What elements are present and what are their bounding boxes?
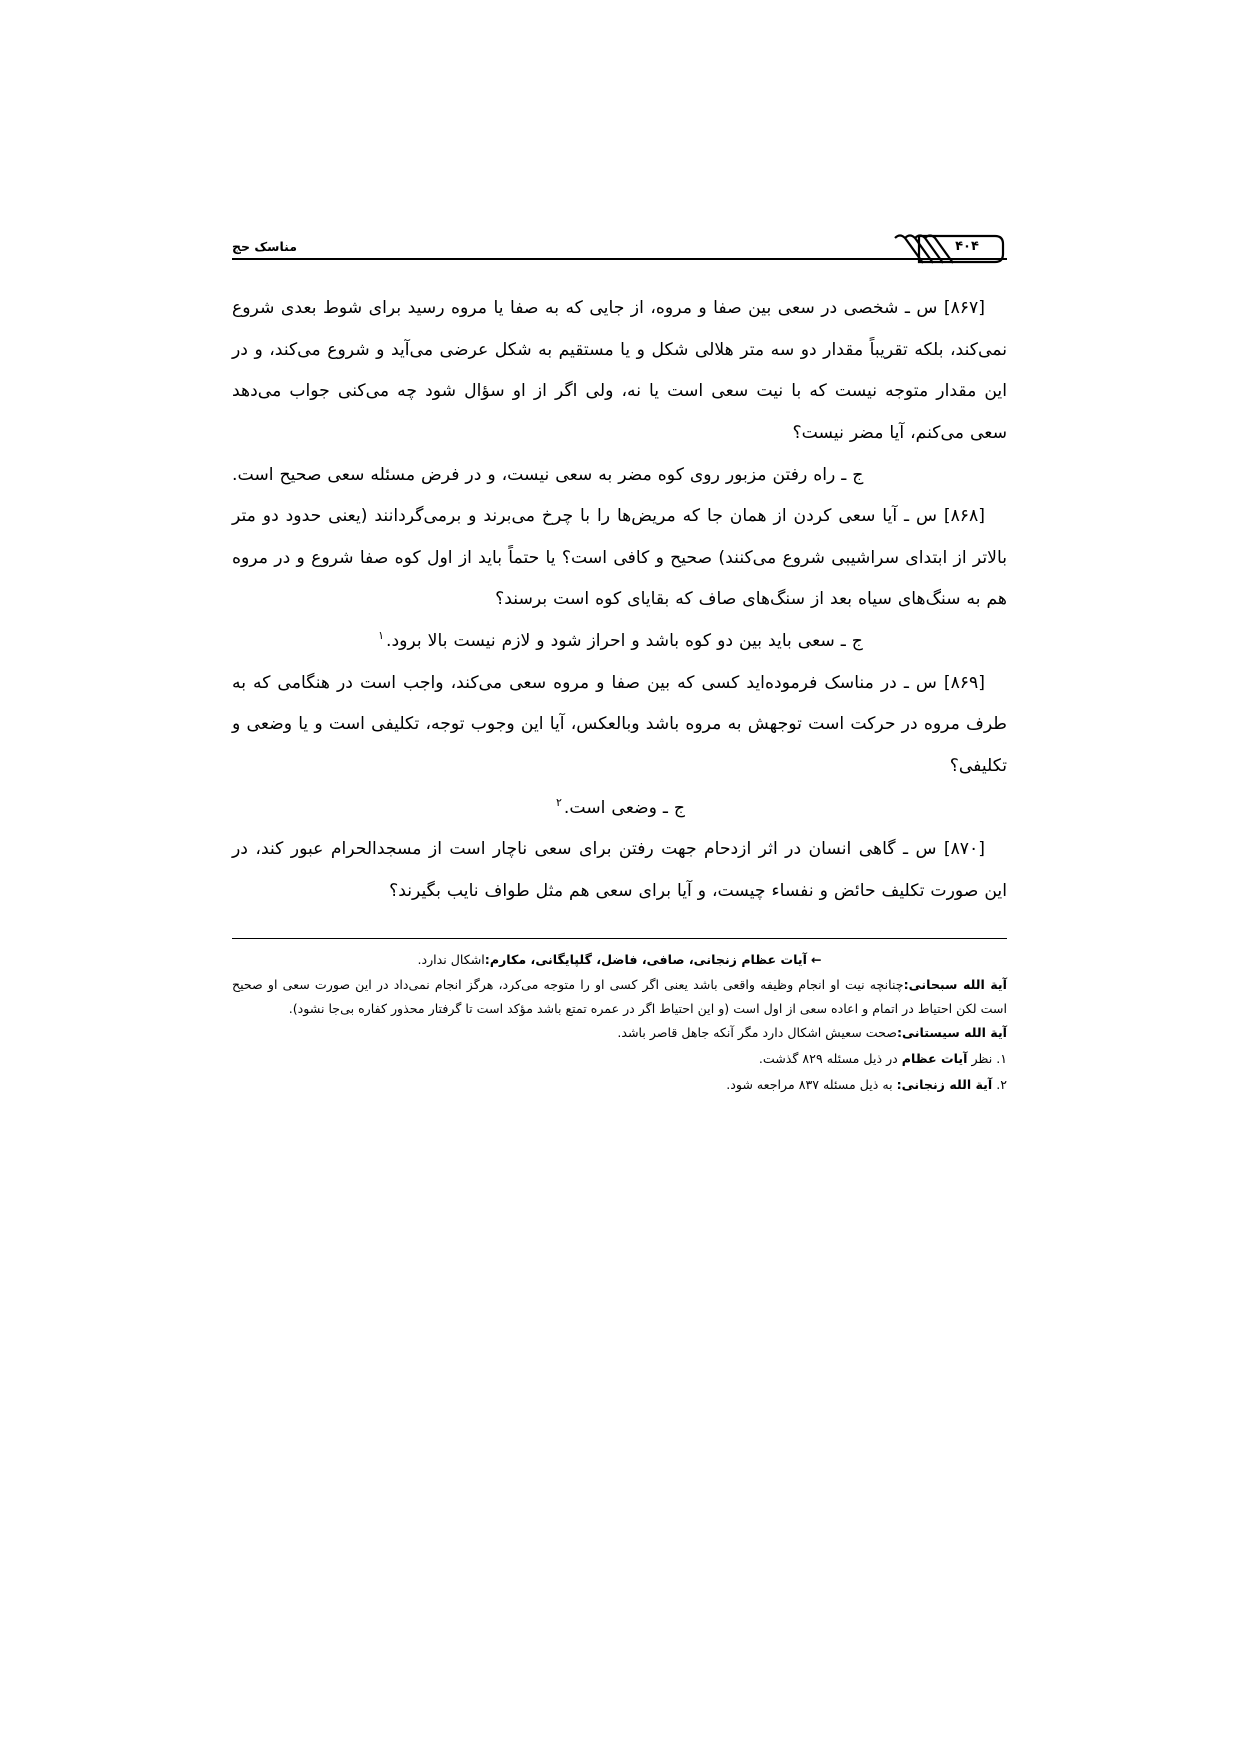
footnote-sobhani-lead: آیة الله سبحانی: [903,976,1007,992]
answer-867-text: ج ـ راه رفتن مزبور روی کوه مضر به سعی نیست، و در فرض مسئله سعی صحیح است. [232,464,864,485]
page-header [232,222,1007,268]
footnote-2 [232,1073,1007,1097]
footnote-marja-group-text: اشکال ندارد. [417,952,485,968]
footnote-marja-group [232,948,1007,972]
answer-868 [232,621,1007,663]
footnote-1-pre: ۱. نظر [967,1051,1007,1067]
page-number: ۴۰۴ [955,239,979,254]
question-870-text: [۸۷۰] س ـ گاهی انسان در اثر ازدحام جهت رفتن برای سعی ناچار است از مسجدالحرام عبور کند، در این صورت تکلیف حائض و نفساء چیست، و آیا برای سعی هم مثل طواف نایب بگیرند؟ [232,839,1007,901]
question-867-text: [۸۶۷] س ـ شخصی در سعی بین صفا و مروه، از جایی که به صفا یا مروه رسید برای شوط بعدی شروع نمی‌کند، بلکه تقریباً مقدار دو سه متر هلالی شکل و یا مستقیم به شکل عرضی می‌آید و شروع می‌کند، و در این مقدار متوجه نیست که با نیت سعی است یا نه، ولی اگر از او سؤال شود چه می‌کنی جواب می‌دهد سعی می‌کنم، آیا مضر نیست؟ [232,298,1007,443]
answer-867 [232,455,1007,497]
footnote-arrow-icon: ← [810,952,822,968]
question-867 [232,288,1007,455]
answer-869-text: ج ـ وضعی است. [563,797,685,818]
footnote-2-post: به ذیل مسئله ۸۳۷ مراجعه شود. [726,1077,897,1093]
question-869 [232,663,1007,788]
page-content [232,222,1007,1097]
footnote-marker-2[interactable]: ۲ [556,795,562,809]
footnote-sobhani [232,973,1007,1021]
footnote-sistani-lead: آیة الله سیستانی: [897,1024,1007,1040]
footnote-sobhani-text: چنانچه نیت او انجام وظیفه واقعی باشد یعنی اگر کسی او را متوجه می‌کرد، هرگز انجام نمی‌داد در این صورت سعی او صحیح است لکن احتیاط در اتمام و اعاده سعی از اول است (و این احتیاط اگر در عمره تمتع باشد مؤکد است تا گرفتار محذور کفاره بی‌جا نشود). [232,976,1007,1016]
body-text [232,288,1007,912]
footnotes-block [232,948,1007,1097]
footnote-marker-1[interactable]: ۱ [378,629,385,643]
header-divider [232,258,1007,260]
question-870 [232,829,1007,912]
footnote-2-bold: آیة الله زنجانی: [896,1077,993,1093]
footnote-1 [232,1047,1007,1071]
folio-tag [889,232,1007,266]
footnote-2-pre: ۲. [992,1077,1007,1093]
footnote-marja-group-lead: آیات عظام زنجانی، صافی، فاضل، گلپایگانی، مکارم: [484,952,807,968]
footnote-1-post: در ذیل مسئله ۸۲۹ گذشت. [758,1051,902,1067]
answer-868-text: ج ـ سعی باید بین دو کوه باشد و احراز شود و لازم نیست بالا برود. [386,631,863,651]
footnote-divider [232,938,1007,939]
footnote-sistani-text: صحت سعیش اشکال دارد مگر آنکه جاهل قاصر باشد. [617,1024,897,1040]
footnote-1-bold: آیات عظام [901,1051,968,1067]
question-868-text: [۸۶۸] س ـ آیا سعی کردن از همان جا که مریض‌ها را با چرخ می‌برند و برمی‌گردانند (یعنی حدود دو متر بالاتر از ابتدای سراشیبی شروع می‌کنند) صحیح و کافی است؟ یا حتماً باید از اول کوه صفا شروع و در مروه هم به سنگ‌های سیاه بعد از سنگ‌های صاف که بقایای کوه است برسند؟ [232,506,1007,610]
footnote-sistani [232,1021,1007,1045]
question-868 [232,496,1007,621]
question-869-text: [۸۶۹] س ـ در مناسک فرموده‌اید کسی که بین صفا و مروه سعی می‌کند، واجب است در هنگامی که به طرف مروه در حرکت است توجهش به مروه باشد وبالعکس، آیا این وجوب توجه، تکلیفی است و یا وضعی و تکلیفی؟ [232,672,1007,776]
answer-869 [232,788,1007,830]
running-header-title: مناسک حج [232,239,297,254]
